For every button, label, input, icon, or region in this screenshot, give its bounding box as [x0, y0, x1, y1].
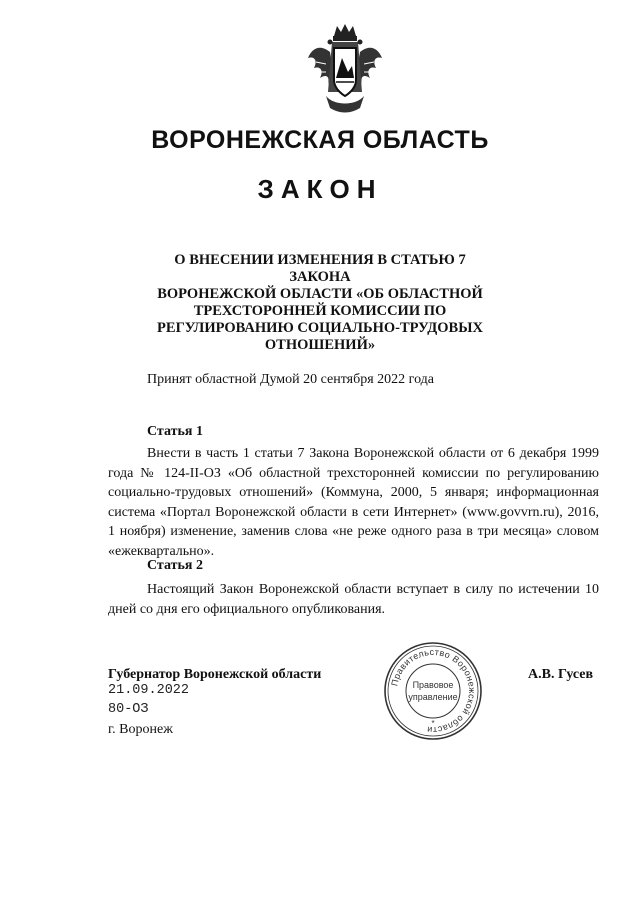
document-type-title: ЗАКОН — [257, 174, 383, 204]
stamp-center-line: Правовое — [412, 680, 454, 690]
adoption-note: Принят областной Думой 20 сентября 2022 года — [147, 372, 435, 387]
law-title-line: РЕГУЛИРОВАНИЮ СОЦИАЛЬНО-ТРУДОВЫХ — [157, 320, 483, 336]
law-title-line: ТРЕХСТОРОННЕЙ КОМИССИИ ПО — [193, 303, 447, 319]
region-title: ВОРОНЕЖСКАЯ ОБЛАСТЬ — [151, 126, 489, 154]
svg-text:*: * — [431, 719, 435, 728]
article-2-title: Статья 2 — [147, 558, 203, 573]
stamp-center-line: управление — [408, 692, 458, 702]
law-number: 80-ОЗ — [108, 702, 149, 717]
article-1-title: Статья 1 — [147, 424, 203, 439]
law-title-line: О ВНЕСЕНИИ ИЗМЕНЕНИЯ В СТАТЬЮ 7 ЗАКОНА — [174, 252, 466, 285]
signatory-title: Губернатор Воронежской области — [108, 667, 322, 682]
signing-date: 21.09.2022 — [108, 683, 190, 698]
voronezh-coat-of-arms-icon — [306, 22, 384, 114]
law-title-line: ОТНОШЕНИЙ» — [264, 337, 376, 353]
law-title — [150, 252, 490, 354]
article-2-text: Настоящий Закон Воронежской области вступает в силу по истечении 10 дней со дня его официального опубликования. — [108, 582, 599, 617]
signing-city: г. Воронеж — [108, 722, 173, 737]
official-stamp — [382, 640, 484, 742]
law-title-line: ВОРОНЕЖСКОЙ ОБЛАСТИ «ОБ ОБЛАСТНОЙ — [157, 286, 483, 302]
stamp-ring-text: Правительство Воронежской области — [389, 646, 478, 736]
signatory-name: А.В. Гусев — [528, 667, 594, 682]
article-1-text: Внести в часть 1 статьи 7 Закона Воронежской области от 6 декабря 1999 года № 124-II-ОЗ «Об областной трехсторонней комиссии по регулированию социально-трудовых отношений» (Коммуна, 2000, 5 января; информационная система «Портал Воронежской области в сети Интернет» (www.govvrn.ru), 2016, 1 ноября) изменение, заменив слова «не реже одного раза в три месяца» словом «ежеквартально». — [108, 446, 599, 559]
